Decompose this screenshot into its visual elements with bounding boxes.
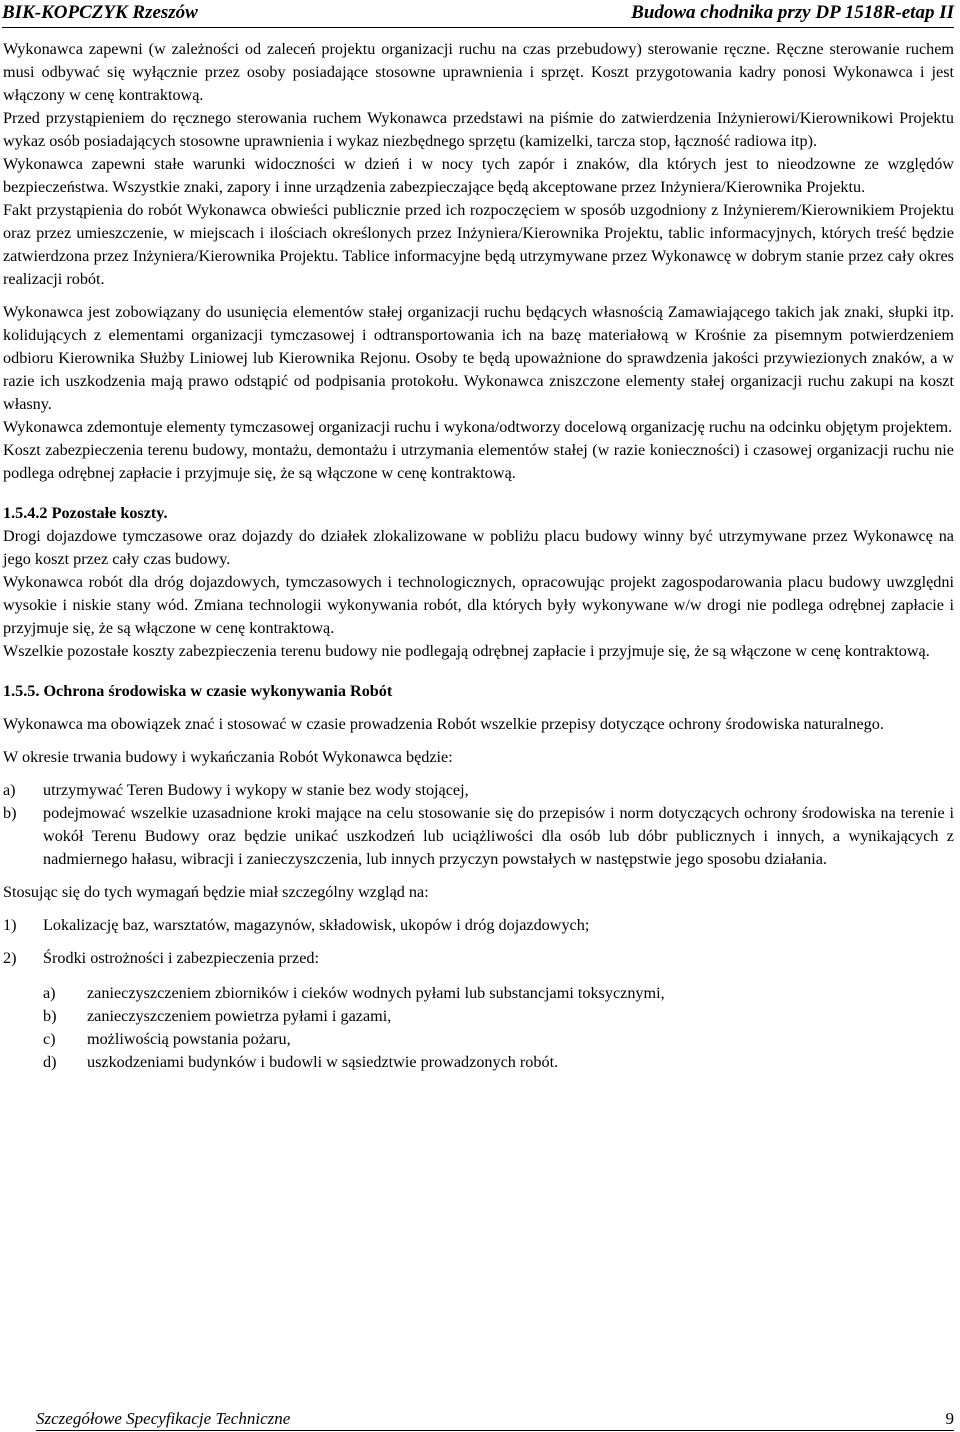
- list-item: [3, 1028, 954, 1051]
- protection-sublist: [3, 982, 954, 1074]
- paragraph: Drogi dojazdowe tymczasowe oraz dojazdy do działek zlokalizowane w pobliżu placu budowy winny być utrzymywane przez Wykonawcę na jego koszt przez cały czas budowy.: [3, 527, 954, 568]
- document-body: [3, 38, 954, 1074]
- list-marker: c): [43, 1030, 56, 1048]
- page-footer: [36, 1406, 954, 1431]
- list-item-text: Lokalizację baz, warsztatów, magazynów, składowisk, ukopów i dróg dojazdowych;: [43, 916, 590, 934]
- page-header: [2, 0, 954, 28]
- paragraph: Koszt zabezpieczenia terenu budowy, montażu, demontażu i utrzymania elementów stałej (w razie konieczności) i czasowej organizacji ruchu nie podlega odrębnej zapłacie i przyjmuje się, że są włączone w cenę kontraktową.: [3, 441, 954, 482]
- list-item-text: zanieczyszczeniem powietrza pyłami i gazami,: [87, 1007, 392, 1025]
- paragraph: Wykonawca zapewni (w zależności od zaleceń projektu organizacji ruchu na czas przebudowy) sterowanie ręczne. Ręczne sterowanie ruchem musi odbywać się wyłącznie przez osoby posiadające stosowne uprawnienia i sprzęt. Koszt przygotowania kadry ponosi Wykonawca i jest włączony w cenę kontraktową.: [3, 40, 954, 104]
- list-marker: b): [3, 804, 17, 822]
- list-item: [3, 982, 954, 1005]
- page-number: 9: [945, 1409, 954, 1428]
- list-item-text: podejmować wszelkie uzasadnione kroki mające na celu stosowanie się do przepisów i norm dotyczących ochrony środowiska na terenie i wokół Terenu Budowy oraz będzie unikać uszkodzeń lub uciążliwości dla osób lub dóbr publicznych i innych, a wynikających z nadmiernego hałasu, wibracji i zanieczyszczenia, lub innych przyczyn powstałych w następstwie jego sposobu działania.: [43, 804, 954, 868]
- paragraph: Wykonawca ma obowiązek znać i stosować w czasie prowadzenia Robót wszelkie przepisy dotyczące ochrony środowiska naturalnego.: [3, 715, 884, 733]
- list-item: [3, 779, 954, 802]
- list-item-text: utrzymywać Teren Budowy i wykopy w stanie bez wody stojącej,: [43, 781, 469, 799]
- paragraph: Wykonawca zapewni stałe warunki widoczności w dzień i w nocy tych zapór i znaków, dla których jest to nieodzowne ze względów bezpieczeństwa. Wszystkie znaki, zapory i inne urządzenia zabezpieczające będą akceptowane przez Inżyniera/Kierownika Projektu.: [3, 155, 954, 196]
- paragraph: Stosując się do tych wymagań będzie miał szczególny wzgląd na:: [3, 883, 429, 901]
- section-heading: 1.5.4.2 Pozostałe koszty.: [3, 504, 168, 522]
- list-item: [3, 914, 954, 937]
- paragraph: Wykonawca jest zobowiązany do usunięcia elementów stałej organizacji ruchu będących własnością Zamawiającego takich jak znaki, słupki itp. kolidujących z elementami organizacji tymczasowej i odtransportowania ich na bazę materiałową w Krośnie za pisemnym potwierdzeniem odbioru Kierownika Służby Liniowej lub Kierownika Rejonu. Osoby te będą upoważnione do sprawdzenia jakości przywiezionych znaków, a w razie ich uszkodzenia mają prawo odstąpić od podpisania protokołu. Wykonawca zniszczone elementy stałej organizacji ruchu zakupi na koszt własny.: [3, 303, 954, 413]
- paragraph: Fakt przystąpienia do robót Wykonawca obwieści publicznie przed ich rozpoczęciem w sposób uzgodniony z Inżynierem/Kierownikiem Projektu oraz przez umieszczenie, w miejscach i ilościach określonych przez Inżyniera/Kierownika Projektu, tablic informacyjnych, których treść będzie zatwierdzona przez Inżyniera/Kierownika Projektu. Tablice informacyjne będą utrzymywane przez Wykonawcę w dobrym stanie przez cały okres realizacji robót.: [3, 201, 954, 288]
- header-project-title: Budowa chodnika przy DP 1518R-etap II: [631, 2, 954, 23]
- list-item-text: uszkodzeniami budynków i budowli w sąsiedztwie prowadzonych robót.: [87, 1053, 559, 1071]
- list-marker: 2): [3, 949, 17, 967]
- paragraph: Wykonawca robót dla dróg dojazdowych, tymczasowych i technologicznych, opracowując projekt zagospodarowania placu budowy uwzględni wysokie i niskie stany wód. Zmiana technologii wykonywania robót, dla których były wykonywane w/w drogi nie podlega odrębnej zapłacie i przyjmuje się, że są włączone w cenę kontraktową.: [3, 573, 954, 637]
- list-marker: 1): [3, 916, 17, 934]
- list-marker: a): [3, 781, 16, 799]
- footer-document-title: Szczegółowe Specyfikacje Techniczne: [36, 1409, 291, 1428]
- numbered-list: [3, 914, 954, 970]
- list-item: [3, 947, 954, 970]
- list-item: [3, 802, 954, 871]
- header-company: BIK-KOPCZYK Rzeszów: [2, 2, 198, 23]
- paragraph: Przed przystąpieniem do ręcznego sterowania ruchem Wykonawca przedstawi na piśmie do zatwierdzenia Inżynierowi/Kierownikowi Projektu wykaz osób posiadających stosowne uprawnienia i wykaz niezbędnego sprzętu (kamizelki, tarcza stop, łączność radiowa itp).: [3, 109, 954, 150]
- list-item: [3, 1051, 954, 1074]
- list-marker: b): [43, 1007, 57, 1025]
- paragraph: Wszelkie pozostałe koszty zabezpieczenia terenu budowy nie podlegają odrębnej zapłacie i przyjmuje się, że są włączone w cenę kontraktową.: [3, 642, 930, 660]
- list-item-text: możliwością powstania pożaru,: [87, 1030, 291, 1048]
- section-heading: 1.5.5. Ochrona środowiska w czasie wykonywania Robót: [3, 682, 393, 700]
- obligations-list: [3, 779, 954, 871]
- paragraph: Wykonawca zdemontuje elementy tymczasowej organizacji ruchu i wykona/odtworzy docelową organizację ruchu na odcinku objętym projektem.: [3, 418, 953, 436]
- list-item-text: zanieczyszczeniem zbiorników i cieków wodnych pyłami lub substancjami toksycznymi,: [87, 984, 665, 1002]
- list-item-text: Środki ostrożności i zabezpieczenia przed:: [43, 949, 319, 967]
- paragraph: W okresie trwania budowy i wykańczania Robót Wykonawca będzie:: [3, 748, 453, 766]
- list-marker: d): [43, 1053, 57, 1071]
- list-marker: a): [43, 984, 56, 1002]
- list-item: [3, 1005, 954, 1028]
